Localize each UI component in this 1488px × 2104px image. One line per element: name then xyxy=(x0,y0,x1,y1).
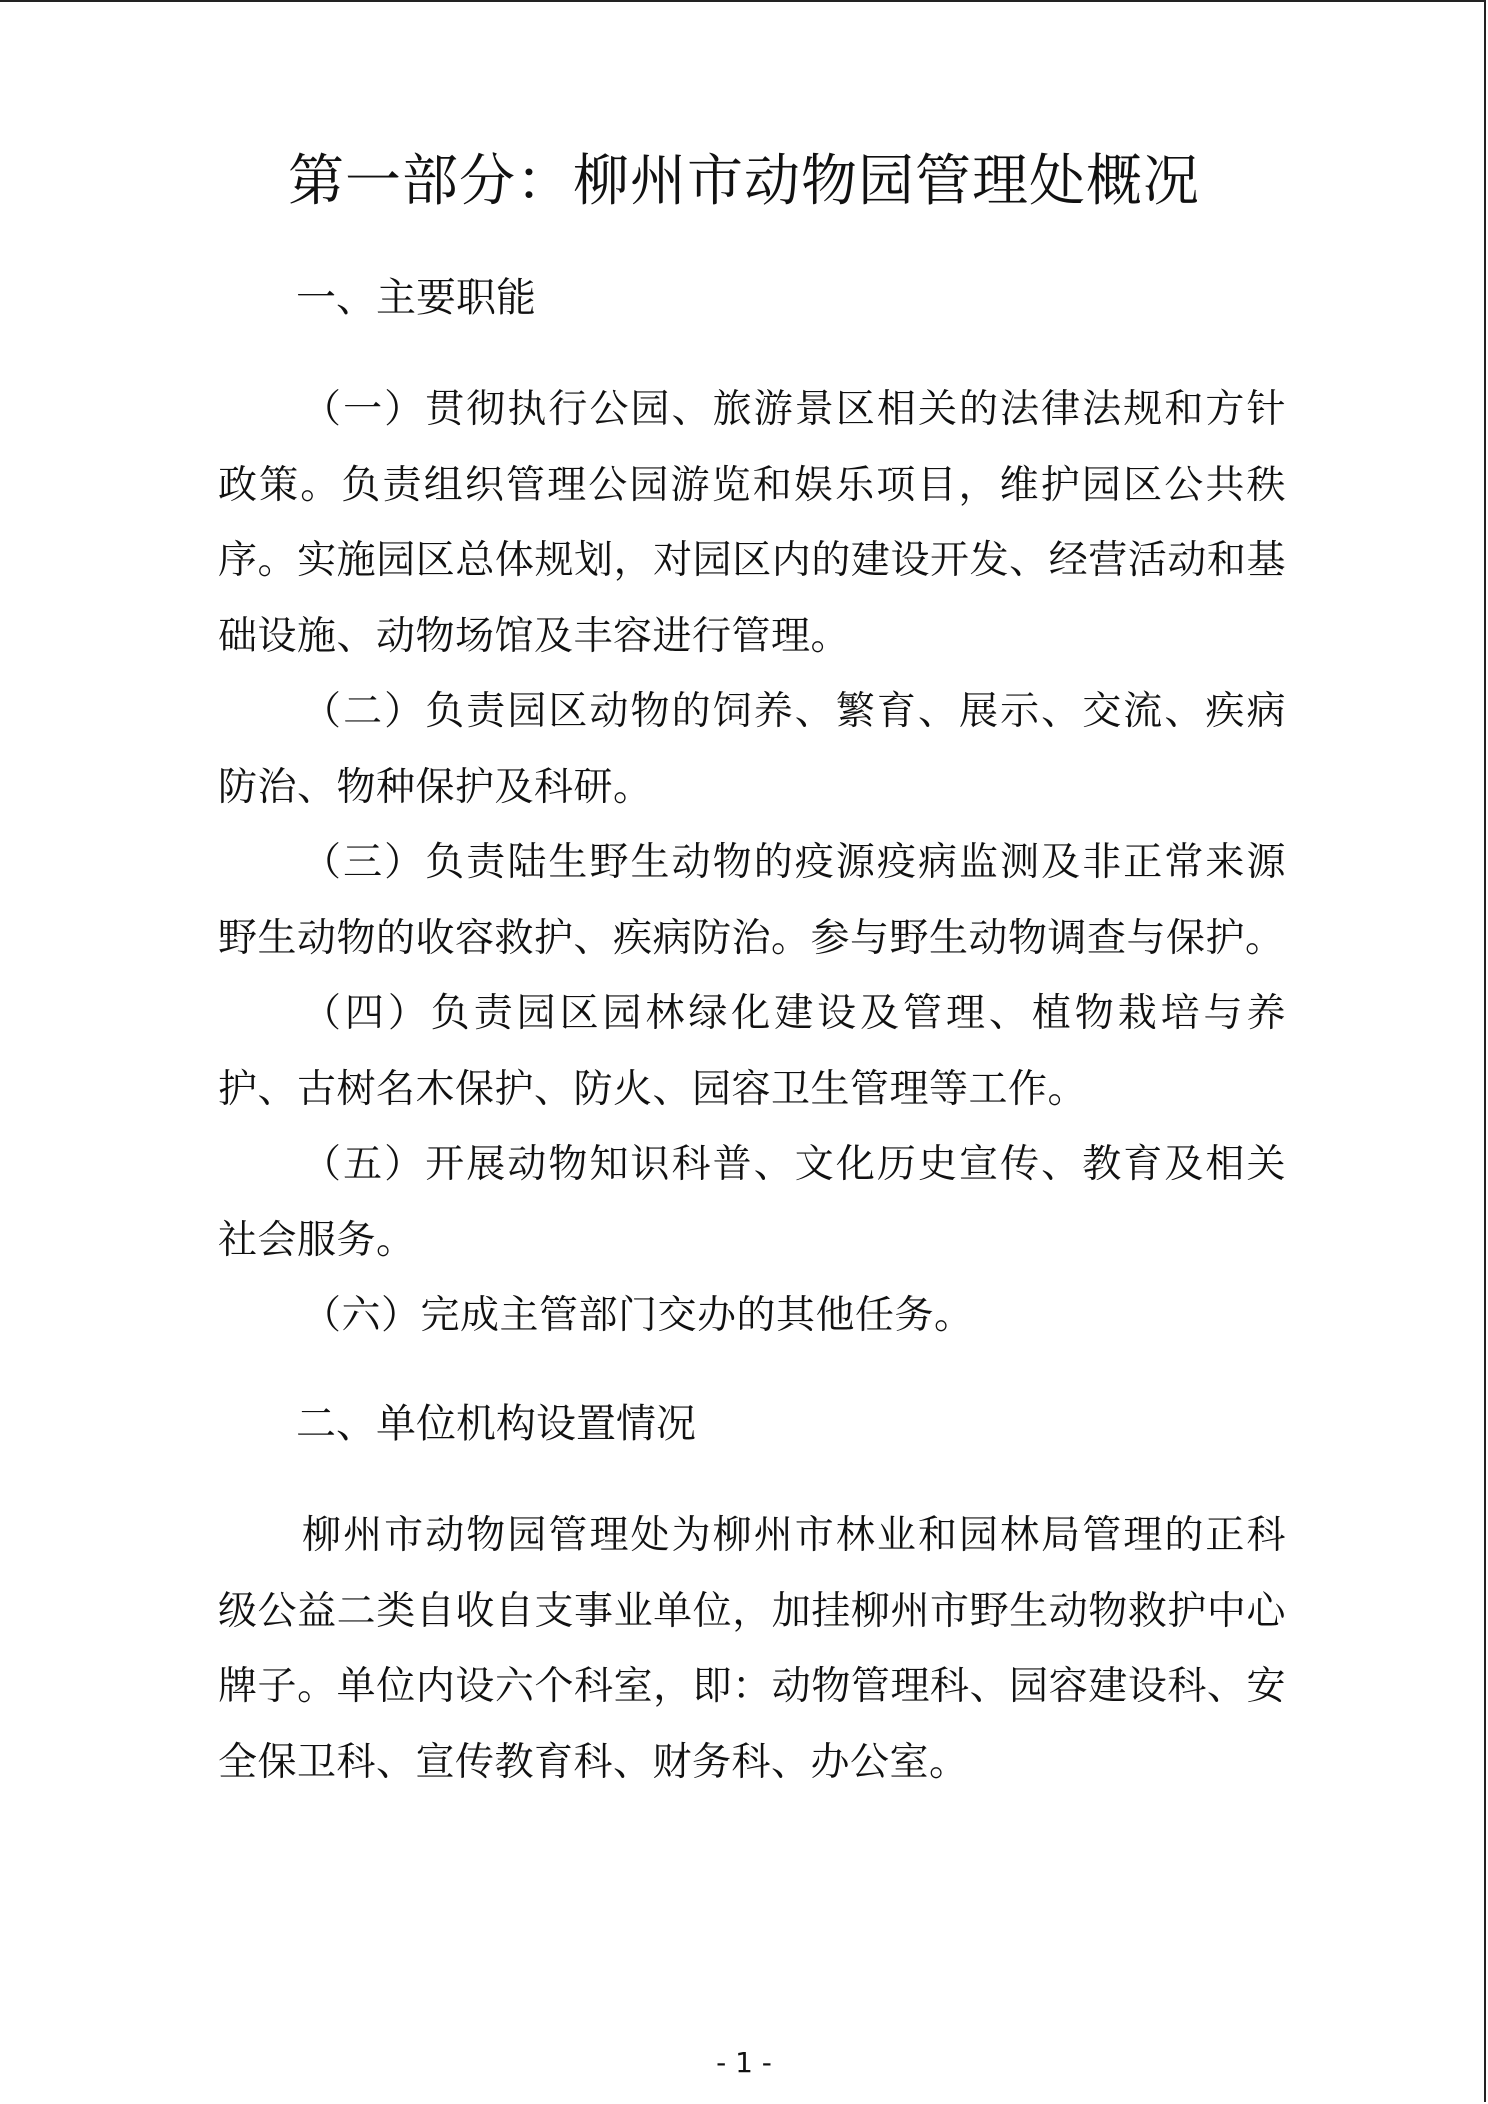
paragraph-function-3: （三）负责陆生野生动物的疫源疫病监测及非正常来源野生动物的收容救护、疾病防治。参与野生动物调查与保护。 xyxy=(218,840,1286,961)
paragraph-organization: 柳州市动物园管理处为柳州市林业和园林局管理的正科级公益二类自收自支事业单位，加挂柳州市野生动物救护中心牌子。单位内设六个科室，即：动物管理科、园容建设科、安全保卫科、宣传教育科、财务科、办公室。 xyxy=(218,1513,1286,1785)
section-heading-organization: 二、单位机构设置情况 xyxy=(296,1401,696,1447)
section-heading-functions: 一、主要职能 xyxy=(296,275,536,321)
document-title: 第一部分：柳州市动物园管理处概况 xyxy=(288,149,1200,214)
paragraph-function-5: （五）开展动物知识科普、文化历史宣传、教育及相关社会服务。 xyxy=(218,1142,1286,1263)
paragraph-function-2: （二）负责园区动物的饲养、繁育、展示、交流、疾病防治、物种保护及科研。 xyxy=(218,689,1286,810)
paragraph-function-4: （四）负责园区园林绿化建设及管理、植物栽培与养护、古树名木保护、防火、园容卫生管理等工作。 xyxy=(218,991,1286,1112)
page-number: - 1 - xyxy=(716,2046,772,2079)
paragraph-function-6: （六）完成主管部门交办的其他任务。 xyxy=(302,1293,974,1338)
paragraph-function-1: （一）贯彻执行公园、旅游景区相关的法律法规和方针政策。负责组织管理公园游览和娱乐项目，维护园区公共秩序。实施园区总体规划，对园区内的建设开发、经营活动和基础设施、动物场馆及丰容进行管理。 xyxy=(218,387,1286,659)
